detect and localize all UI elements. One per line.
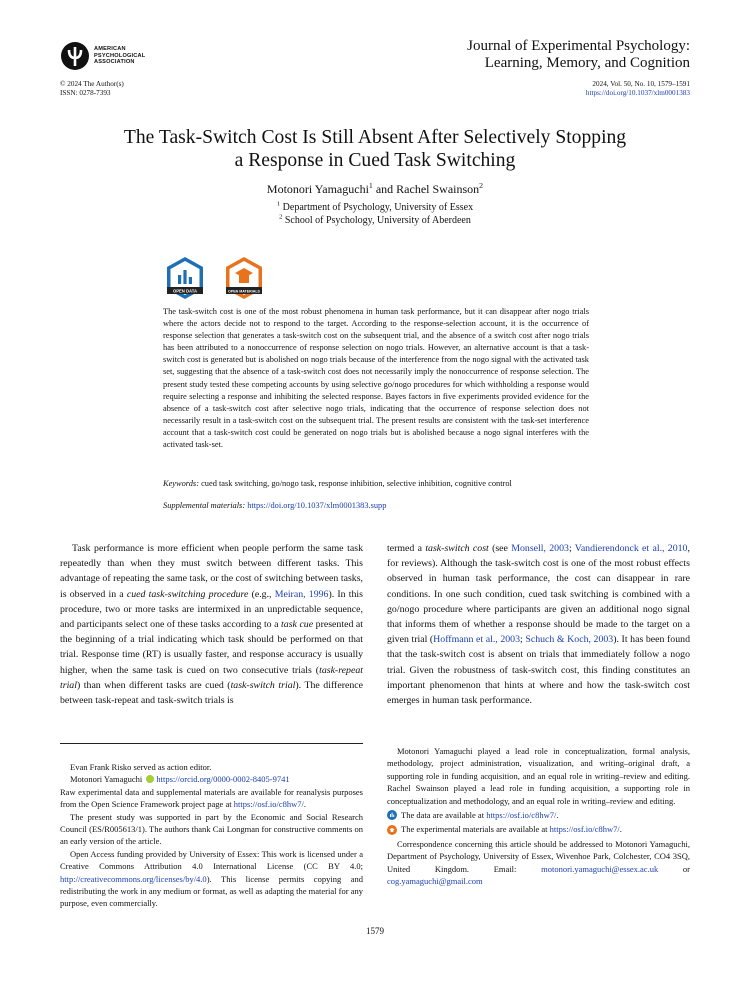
open-materials-icon [387, 825, 397, 835]
author-1: Motonori Yamaguchi [266, 182, 369, 196]
email-link-1[interactable]: motonori.yamaguchi@essex.ac.uk [541, 863, 659, 874]
open-data-badge-icon[interactable] [165, 256, 205, 300]
copyright: © 2024 The Author(s) [60, 80, 124, 88]
citation-hoffmann[interactable]: Hoffmann et al., 2003 [433, 634, 521, 646]
citation-monsell[interactable]: Monsell, 2003 [511, 543, 569, 554]
footnotes-right [387, 745, 690, 887]
abstract: The task-switch cost is one of the most robust phenomena in human task performance, but it can disappear after nogo trials where the actors decide not to respond to the target. According to the response-selection account, it is the occurrence of response selection that generates a task-switch cost on the subsequent trial, and the absence of a switch cost after nogo trials has been attributed to a nonoccurrence of response selection on nogo trials. However, an alternative account is that a task-switch cost is generated but is abolished on nogo trials because of the interference from the nogo signal with the activated task set, suggesting that the absence of a task-switch cost does not necessarily imply the nonoccurrence of response selection. The present study tested these competing accounts by using selective go/nogo procedures for which withholding a response would require selecting a response and inhibiting the selected response. Bayes factors in five experiments provided evidence for the absence of a task-switch cost after selective nogo trials, indicating that the occurrence of response selection does not necessarily result in a task-switch cost on the subsequent trial. The present results are consistent with the task-set interference account that a task-switch cost could be generated on nogo trials but is abolished because a nogo signal interferes with the activated task-set. [163, 307, 589, 450]
volume-block [586, 80, 690, 98]
supplemental-materials: Supplemental materials: https://doi.org/10.1037/xlm0001383.supp [163, 501, 387, 510]
citation-schuch-koch[interactable]: Schuch & Koch, 2003 [525, 634, 614, 646]
authors: Motonori Yamaguchi$^1$ and Rachel Swainson$^2$ [266, 181, 484, 196]
orcid-note: Motonori Yamaguchi https://orcid.org/0000-0002-8405-9741 [70, 774, 290, 785]
action-editor-note: Evan Frank Risko served as action editor. [70, 762, 212, 772]
footnote-divider [60, 743, 363, 744]
open-data-icon [387, 810, 397, 820]
open-materials-badge-icon[interactable] [224, 256, 264, 300]
citation-meiran[interactable]: Meiran, 1996 [274, 588, 329, 600]
email-link-2[interactable]: cog.yamaguchi@gmail.com [387, 876, 483, 887]
svg-text:OPEN DATA: OPEN DATA [172, 288, 198, 294]
article-title: The Task-Switch Cost Is Still Absent After Selectively Stopping a Response in Cued Task Switching [123, 127, 627, 171]
affiliation-1: $^1$ Department of Psychology, University of Essex [276, 200, 474, 213]
materials-link[interactable]: https://osf.io/c8hw7/ [549, 824, 620, 835]
funding-note: The present study was supported in part by the Economic and Social Research Council (ES/R005613/1). The authors thank Cai Longman for constructive comments on an early version of the article. [60, 811, 363, 847]
orcid-link[interactable]: https://orcid.org/0000-0002-8405-9741 [156, 774, 290, 785]
author-roles-note: Motonori Yamaguchi played a lead role in conceptualization, formal analysis, methodology, project administration, visualization, and writing–original draft, a supporting role in funding acquisition, and an equal role in writing–review and editing. Rachel Swainson played a lead role in funding acquisition, a supporting role in conceptualization and methodology, and an equal role in writing–review and editing. [387, 746, 690, 806]
apa-wordmark: AMERICAN PSYCHOLOGICAL ASSOCIATION [94, 46, 146, 66]
open-access-note: Open Access funding provided by University of Essex: This work is licensed under a Creative Commons Attribution 4.0 International License (CC BY 4.0; http://creativecommons.org/licenses/by/4.0). This license permits copying and redistributing the work in any medium or format, as well as adapting the material for any purpose, even commercially. [60, 848, 363, 909]
osf-link[interactable]: https://osf.io/c8hw7/ [233, 799, 304, 810]
journal-title: Journal of Experimental Psychology: Learning, Memory, and Cognition [467, 38, 690, 71]
license-link[interactable]: http://creativecommons.org/licenses/by/4.0 [60, 873, 207, 884]
citation-vandierendonck[interactable]: Vandierendonck et al., 2010 [574, 543, 688, 554]
copyright-block [60, 80, 124, 98]
page-number: 1579 [366, 926, 384, 936]
data-availability-note: The data are available at https://osf.io/c8hw7/. [387, 809, 690, 821]
doi-link[interactable]: https://doi.org/10.1037/xlm0001383 [585, 89, 690, 97]
orcid-icon [146, 775, 154, 783]
keywords: Keywords: cued task switching, go/nogo task, response inhibition, selective inhibition, cognitive control [163, 479, 512, 488]
issn: ISSN: 0278-7393 [60, 89, 111, 97]
apa-logo [60, 38, 230, 74]
apa-psi-icon [60, 41, 90, 71]
body-column-left: Task performance is more efficient when people perform the same task repeatedly than when they must switch between different tasks. This advantage of repeating the same task, or the cost of switching between tasks, is observed in a cued task-switching procedure (e.g., Meiran, 1996). In this procedure, two or more tasks are intermixed in an unpredictable sequence, and participants select one of these tasks according to a task cue presented at the beginning of a trial indicating which task should be performed on that trial. Response time (RT) is usually faster, and response accuracy is usually higher, when the same task is cued on two consecutive trials (task-repeat trial) than when different tasks are cued (task-switch trial). The difference between task-repeat and task-switch trials is [60, 543, 364, 707]
body-column-right: termed a task-switch cost (see Monsell, 2003; Vandierendonck et al., 2010, for reviews). Although the task-switch cost is one of the most robust effects observed in human task performance, the cost can disappear in rare conditions. In one such condition, cued task switching is combined with a go/nogo procedure where participants are given an additional nogo signal that informs them of whether a response should be made to the target on a given trial (Hoffmann et al., 2003; Schuch & Koch, 2003). It has been found that the task-switch cost is absent on trials that immediately follow a nogo trial. Given the robustness of task-switch cost, this finding constitutes an important phenomenon that hints at where and how the task-switch cost emerges in human task performance. [387, 543, 690, 707]
affiliation-2: $^2$ School of Psychology, University of Aberdeen [279, 213, 471, 226]
data-link[interactable]: https://osf.io/c8hw7/ [486, 810, 557, 821]
materials-availability-note: The experimental materials are available at https://osf.io/c8hw7/. [387, 823, 690, 835]
svg-text:OPEN MATERIALS: OPEN MATERIALS [228, 289, 260, 294]
correspondence-note: Correspondence concerning this article should be addressed to Motonori Yamaguchi, Department of Psychology, University of Essex, Wivenhoe Park, Colchester, CO4 3SQ, United Kingdom. Email: motonori.yamaguchi@essex.ac.uk or cog.yamaguchi@gmail.com [387, 838, 690, 887]
volume-info: 2024, Vol. 50, No. 10, 1579–1591 [592, 80, 690, 88]
author-2: Rachel Swainson [396, 182, 480, 196]
footnotes-left [60, 761, 363, 910]
raw-data-note: Raw experimental data and supplemental materials are available for reanalysis purposes from the Open Science Framework project page at https://osf.io/c8hw7/. [60, 786, 363, 810]
supplemental-link[interactable]: https://doi.org/10.1037/xlm0001383.supp [247, 501, 387, 510]
